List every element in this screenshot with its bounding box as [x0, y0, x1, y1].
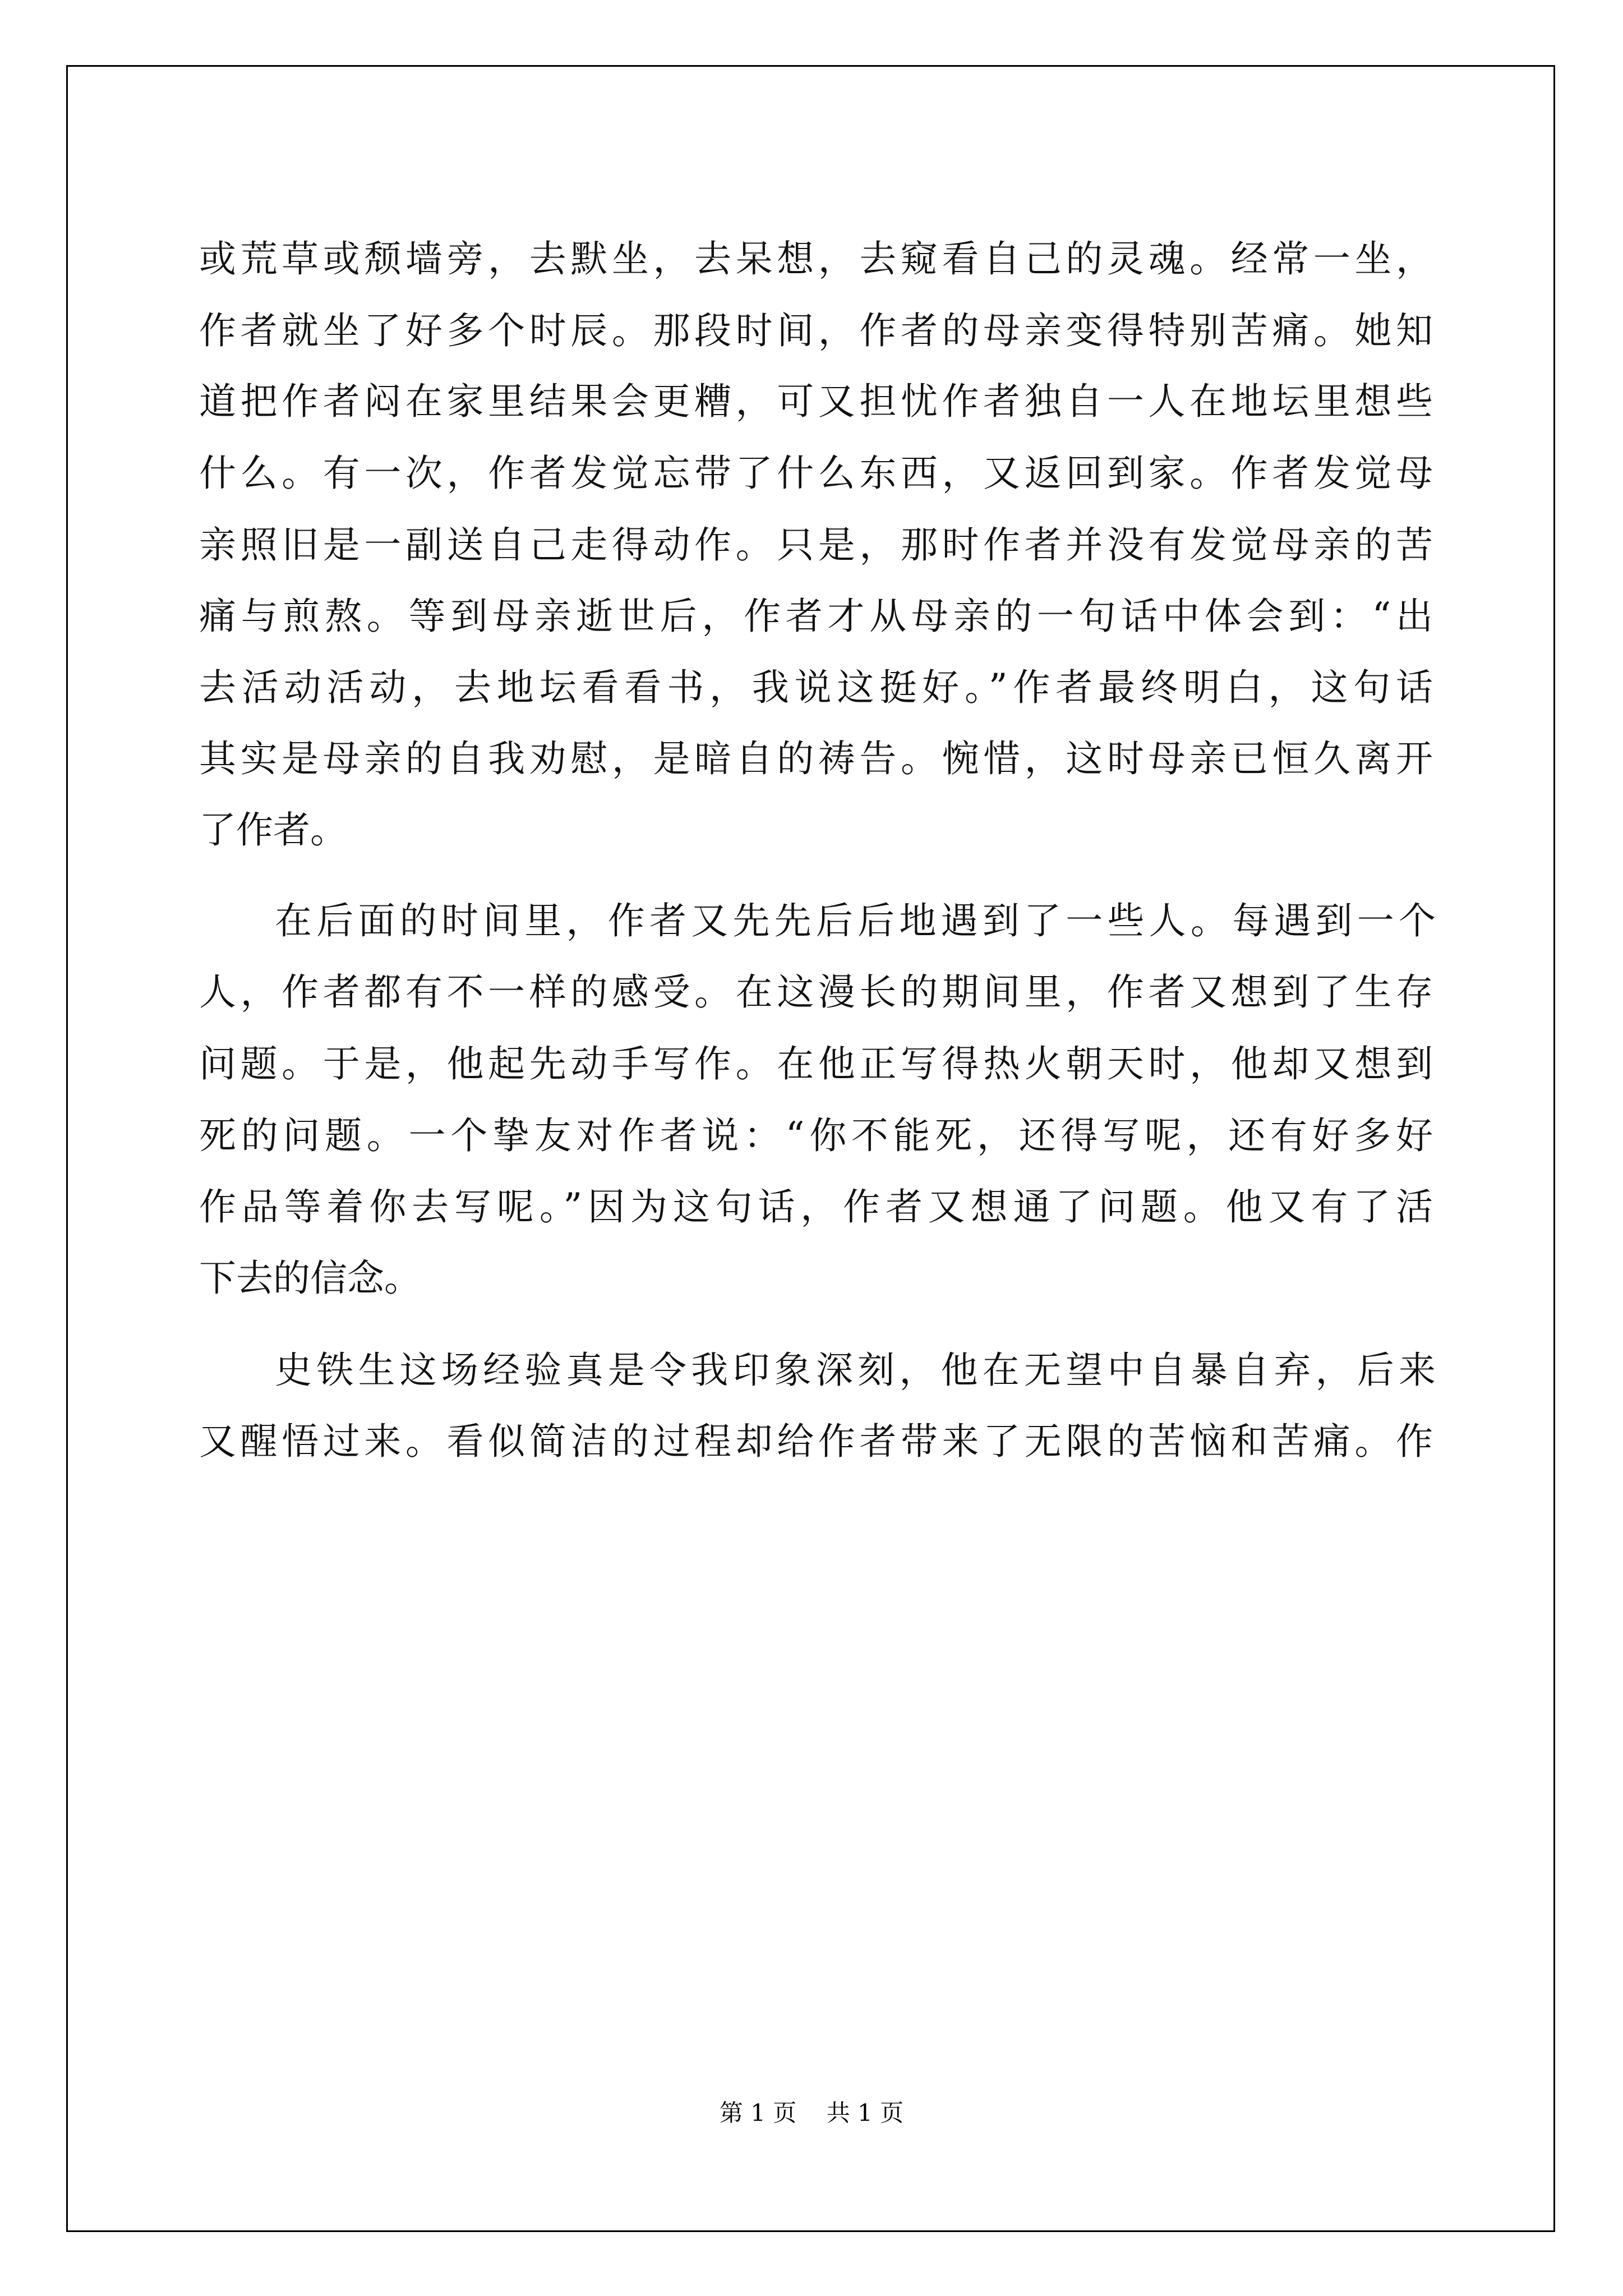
text-line: 了作者。	[199, 808, 347, 852]
text-line: 人，作者都有不一样的感受。在这漫长的期间里，作者又想到了生存	[199, 970, 1433, 1014]
text-line: 作者就坐了好多个时辰。那段时间，作者的母亲变得特别苦痛。她知	[199, 309, 1433, 352]
text-line: 去活动活动，去地坛看看书，我说这挺好。”作者最终明白，这句话	[199, 666, 1433, 709]
page-number-footer: 第 1 页 共 1 页	[719, 2099, 904, 2127]
paragraph-first-line: 在后面的时间里，作者又先先后后地遇到了一些人。每遇到一个	[275, 899, 1436, 942]
text-line: 又醒悟过来。看似简洁的过程却给作者带来了无限的苦恼和苦痛。作	[199, 1420, 1433, 1463]
text-line: 作品等着你去写呢。”因为这句话，作者又想通了问题。他又有了活	[199, 1185, 1433, 1228]
text-line: 痛与煎熬。等到母亲逝世后，作者才从母亲的一句话中体会到：“出	[199, 595, 1433, 638]
text-line: 死的问题。一个挚友对作者说：“你不能死，还得写呢，还有好多好	[199, 1114, 1433, 1157]
text-line: 或荒草或颓墙旁，去默坐，去呆想，去窥看自己的灵魂。经常一坐，	[199, 237, 1433, 280]
text-line: 亲照旧是一副送自己走得动作。只是，那时作者并没有发觉母亲的苦	[199, 523, 1433, 567]
text-line: 下去的信念。	[199, 1257, 421, 1300]
text-line: 道把作者闷在家里结果会更糟，可又担忧作者独自一人在地坛里想些	[199, 380, 1433, 423]
text-line: 其实是母亲的自我劝慰，是暗自的祷告。惋惜，这时母亲已恒久离开	[199, 737, 1433, 780]
paragraph-first-line: 史铁生这场经验真是令我印象深刻，他在无望中自暴自弃，后来	[275, 1349, 1436, 1392]
text-line: 什么。有一次，作者发觉忘带了什么东西，又返回到家。作者发觉母	[199, 452, 1433, 495]
text-line: 问题。于是，他起先动手写作。在他正写得热火朝天时，他却又想到	[199, 1042, 1433, 1085]
